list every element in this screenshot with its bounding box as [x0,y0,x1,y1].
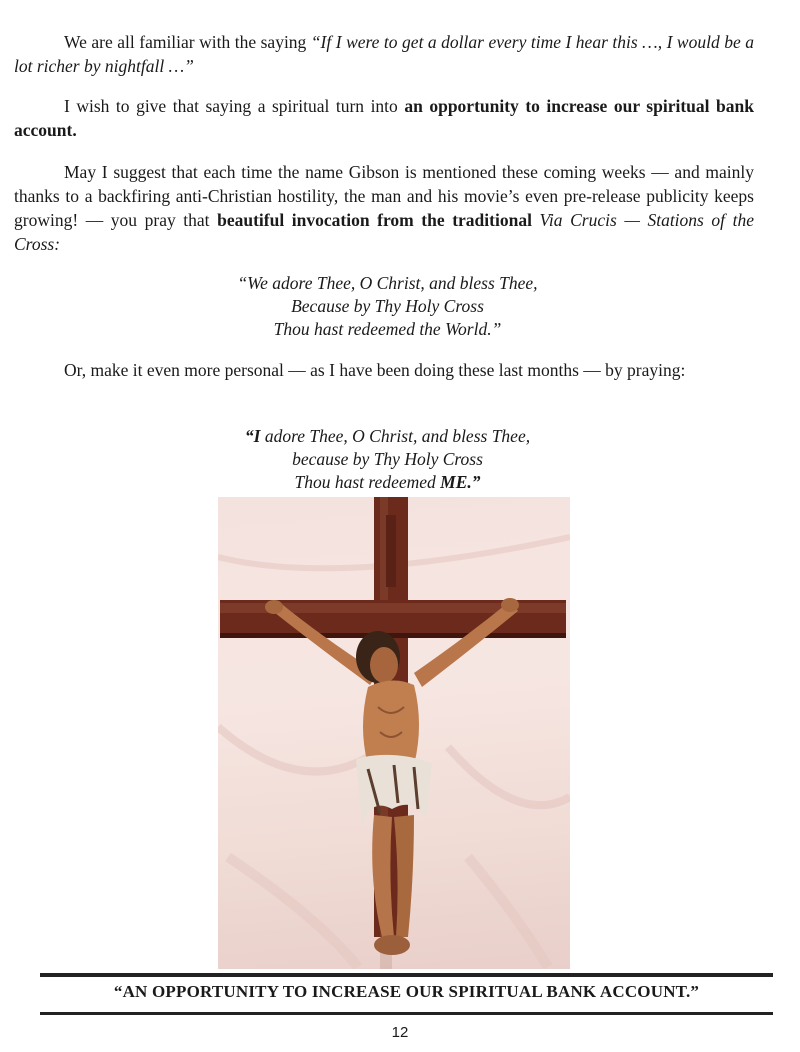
prayer-line: Because by Thy Holy Cross [291,296,484,316]
paragraph-spiritual-turn [14,94,754,142]
saying-quote: “If I were to get a dollar every time I hear this …, I would be a lot richer by nightfall …” [14,32,754,76]
emphasis-text: beautiful invocation from the traditional [217,210,532,230]
prayer-text: adore Thee, O Christ, and bless Thee, [260,426,531,446]
crucifix-photo [218,497,570,969]
paragraph-text: I wish to give that saying a spiritual turn into [64,96,405,116]
prayer-emphasis: “I [244,426,261,446]
prayer-quote-world [0,272,775,341]
prayer-line: Thou hast redeemed the World.” [273,319,502,339]
prayer-line [0,471,775,494]
prayer-emphasis: ME.” [440,472,481,492]
via-crucis-reference: Via Crucis — Stations of the Cross: [14,210,754,254]
prayer-line: because by Thy Holy Cross [292,449,483,469]
prayer-line: “We adore Thee, O Christ, and bless Thee, [237,273,538,293]
paragraph-dollar-saying [14,30,754,78]
prayer-text: Thou hast redeemed [294,472,441,492]
emphasis-text: an opportunity to increase our spiritual bank account. [14,96,754,140]
divider-top [40,973,773,977]
crucifix-illustration [218,497,570,969]
paragraph-personal [14,358,754,382]
prayer-line [0,425,775,448]
paragraph-text: Or, make it even more personal — as I have been doing these last months — by praying: [64,360,686,380]
prayer-quote-me [0,425,775,494]
footer-banner: “AN OPPORTUNITY TO INCREASE OUR SPIRITUAL BANK ACCOUNT.” [113,982,700,1001]
page-number: 12 [391,1024,409,1041]
paragraph-text: We are all familiar with the saying [64,32,311,52]
divider-bottom [40,1012,773,1015]
paragraph-gibson-suggestion [14,160,754,256]
paragraph-text: May I suggest that each time the name Gibson is mentioned these coming weeks — and mainly thanks to a backfiring anti-Christian hostility, the man and his movie’s even pre-release publicity keeps growing! — you pray that [14,162,754,230]
